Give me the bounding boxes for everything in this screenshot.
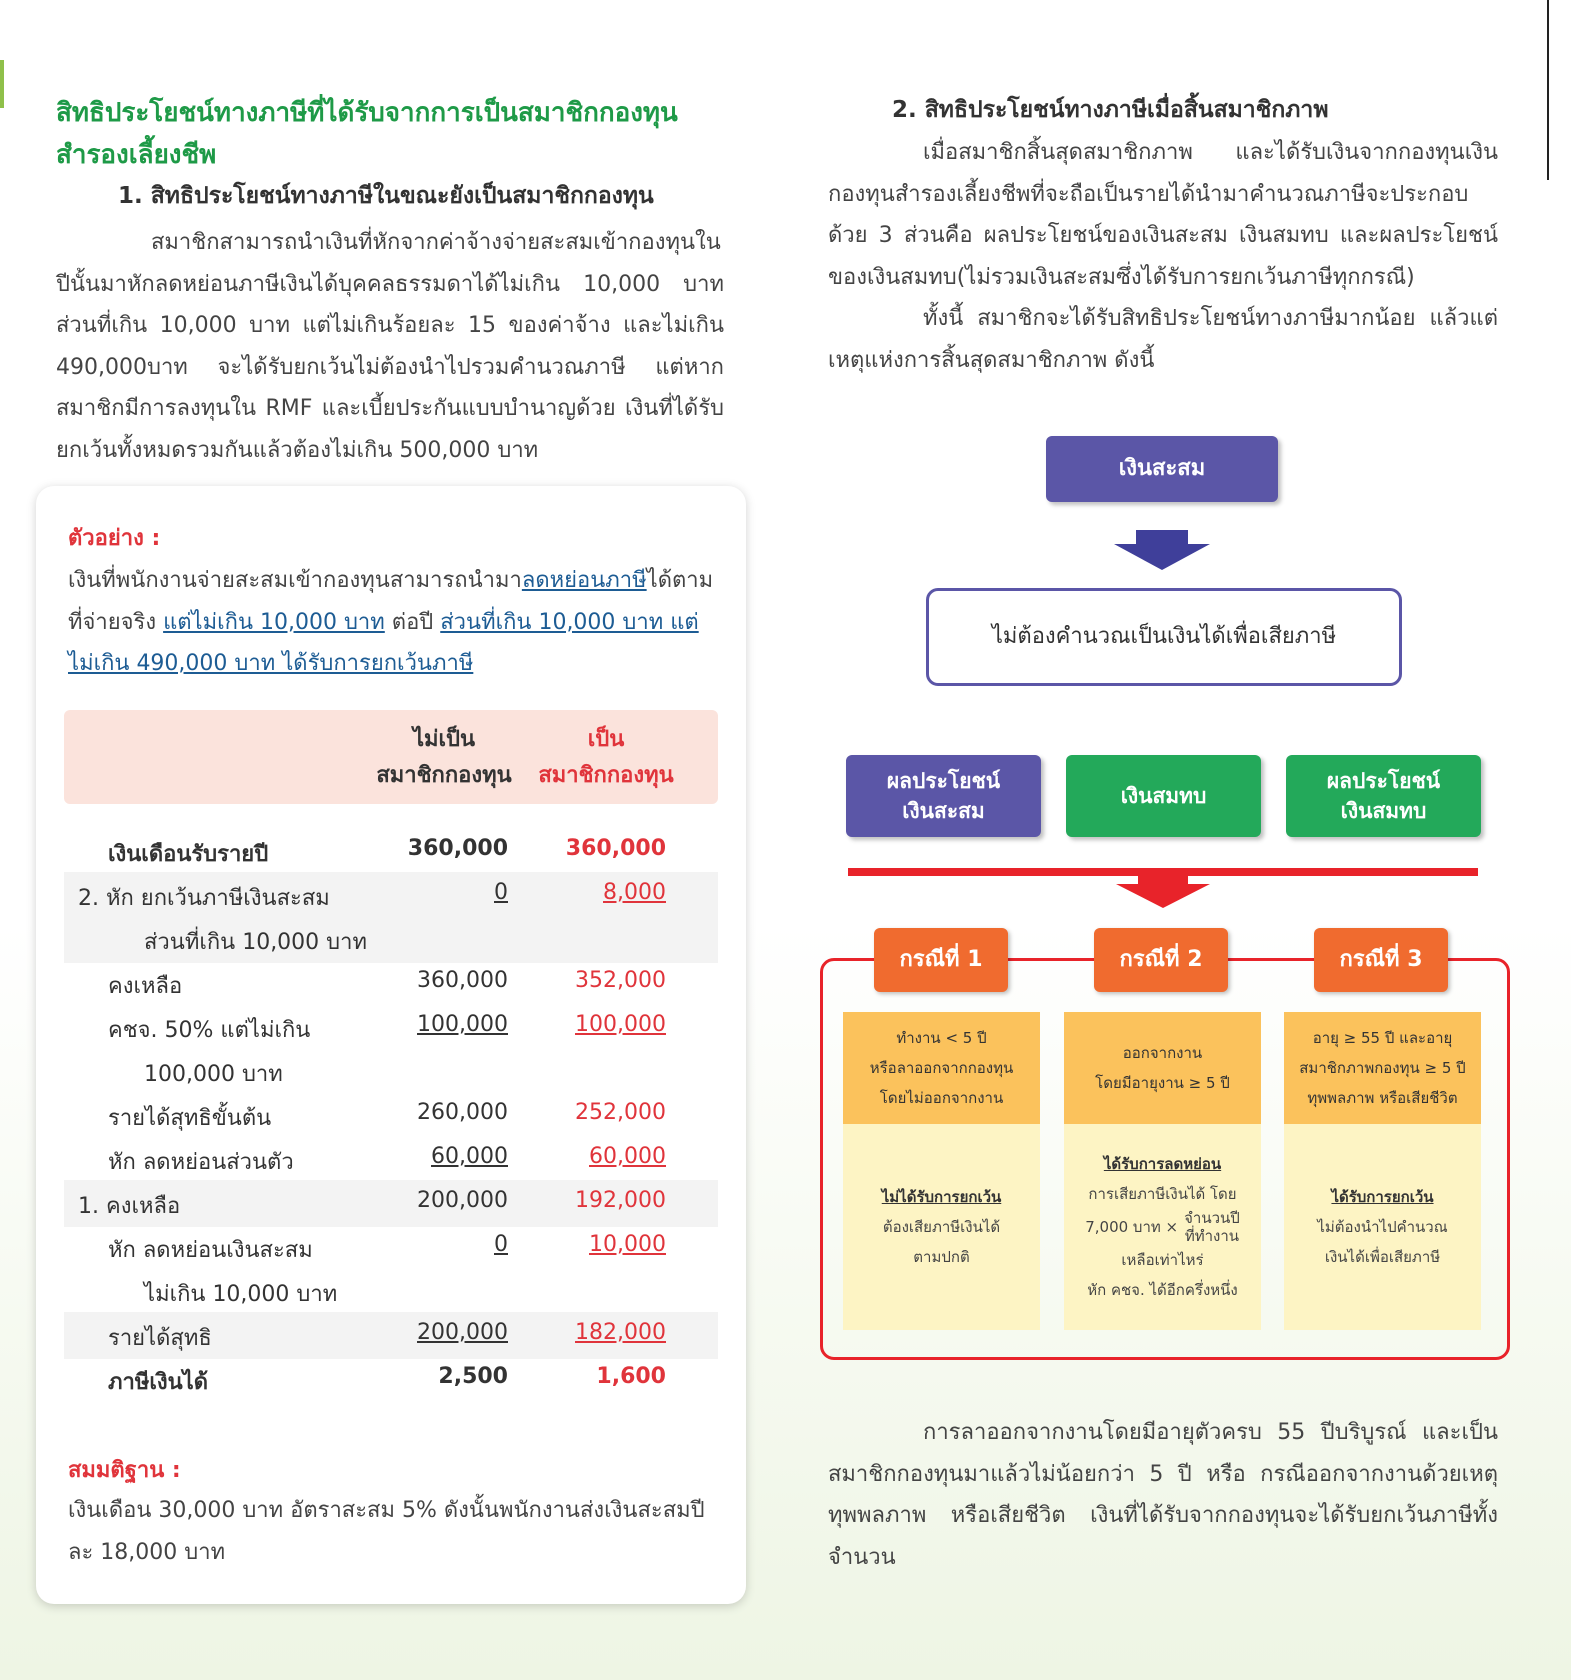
case-2-tab: กรณีที่ 2 <box>1094 928 1228 992</box>
table-row: เงินเดือนรับรายปี 360,000 360,000 <box>108 836 666 867</box>
case-1-result: ไม่ได้รับการยกเว้น ต้องเสียภาษีเงินได้ ตามปกติ <box>881 1188 1002 1266</box>
bottom-paragraph: การลาออกจากงานโดยมีอายุตัวครบ 55 ปีบริบูรณ์ และเป็นสมาชิกกองทุนมาแล้วไม่น้อยกว่า 5 ปี หรือ กรณีออกจากงานด้วยเหตุทุพพลภาพ หรือเสียชีวิต เงินที่ได้รับจากกองทุนจะได้รับยกเว้นภาษีทั้งจำนวน <box>828 1420 1498 1570</box>
case-2-result: ได้รับการลดหย่อน การเสียภาษีเงินได้ โดย 7,000 บาท × จำนวนปี ที่ทำงาน เหลือเท่าไหร่ หัก คชจ. ได้อีกครึ่งหนึ่ง <box>1085 1155 1240 1299</box>
assumption-text: เงินเดือน 30,000 บาท อัตราสะสม 5% ดังนั้นพนักงานส่งเงินสะสมปีละ 18,000 บาท <box>68 1498 705 1565</box>
main-title: สิทธิประโยชน์ทางภาษีที่ได้รับจากการเป็นสมาชิกกองทุนสำรองเลี้ยงชีพ <box>56 98 678 170</box>
case-3-result: ได้รับการยกเว้น ไม่ต้องนำไปคำนวณ เงินได้เพื่อเสียภาษี <box>1317 1188 1448 1266</box>
page-edge-line <box>1547 0 1549 180</box>
case-3-column <box>1284 1012 1481 1330</box>
table-row: หัก ลดหย่อนส่วนตัว 60,000 60,000 <box>108 1144 666 1175</box>
table-row: 1. คงเหลือ 200,000 192,000 <box>64 1180 718 1227</box>
case-1-condition: ทำงาน < 5 ปี หรือลาออกจากกองทุน โดยไม่ออกจากงาน <box>843 1012 1040 1124</box>
table-row: รายได้สุทธิ 200,000 182,000 <box>64 1312 718 1359</box>
case-1-tab: กรณีที่ 1 <box>874 928 1008 992</box>
table-row: 2. หัก ยกเว้นภาษีเงินสะสม 0 8,000 <box>64 872 718 919</box>
category-savings-benefit: ผลประโยชน์ เงินสะสม <box>846 755 1041 837</box>
example-label: ตัวอย่าง : <box>68 526 161 551</box>
deduction-formula: 7,000 บาท × จำนวนปี ที่ทำงาน <box>1085 1209 1240 1245</box>
table-row: ภาษีเงินได้ 2,500 1,600 <box>108 1364 666 1395</box>
header-member: เป็น สมาชิกกองทุน <box>538 727 674 788</box>
category-contribution: เงินสมทบ <box>1066 755 1261 837</box>
case-1-column <box>843 1012 1040 1330</box>
table-row: ไม่เกิน 10,000 บาท <box>144 1282 338 1307</box>
case-2-condition: ออกจากงาน โดยมีอายุงาน ≥ 5 ปี <box>1064 1012 1261 1124</box>
no-tax-box: ไม่ต้องคำนวณเป็นเงินได้เพื่อเสียภาษี <box>926 588 1402 686</box>
table-header <box>64 710 718 804</box>
example-text: เงินที่พนักงานจ่ายสะสมเข้ากองทุนสามารถนำมาลดหย่อนภาษีได้ตามที่จ่ายจริง แต่ไม่เกิน 10,000 บาท ต่อปี ส่วนที่เกิน 10,000 บาท แต่ไม่เกิน 490,000 บาท ได้รับการยกเว้นภาษี <box>68 568 714 676</box>
case-3-tab: กรณีที่ 3 <box>1314 928 1448 992</box>
header-non-member: ไม่เป็น สมาชิกกองทุน <box>376 727 512 788</box>
section-2-title: 2. สิทธิประโยชน์ทางภาษีเมื่อสิ้นสมาชิกภาพ <box>892 97 1329 123</box>
section-2-paragraph: เมื่อสมาชิกสิ้นสุดสมาชิกภาพ และได้รับเงินจากกองทุนเงินกองทุนสำรองเลี้ยงชีพที่จะถือเป็นรายได้นำมาคำนวณภาษีจะประกอบด้วย 3 ส่วนคือ ผลประโยชน์ของเงินสะสม เงินสมทบ และผลประโยชน์ของเงินสมทบ(ไม่รวมเงินสะสมซึ่งได้รับการยกเว้นภาษีทุกกรณี) ทั้งนี้ สมาชิกจะได้รับสิทธิประโยชน์ทางภาษีมากน้อย แล้วแต่เหตุแห่งการสิ้นสุดสมาชิกภาพ ดังนี้ <box>828 140 1498 373</box>
table-row: ส่วนที่เกิน 10,000 บาท <box>64 916 718 963</box>
edge-marker <box>0 60 4 108</box>
table-row: 100,000 บาท <box>144 1062 283 1087</box>
table-row: หัก ลดหย่อนเงินสะสม 0 10,000 <box>108 1232 666 1263</box>
section-1-title: 1. สิทธิประโยชน์ทางภาษีในขณะยังเป็นสมาชิกกองทุน <box>118 183 654 209</box>
arrow-down-icon <box>1114 530 1210 570</box>
section-1-paragraph: สมาชิกสามารถนำเงินที่หักจากค่าจ้างจ่ายสะสมเข้ากองทุนในปีนั้นมาหักลดหย่อนภาษีเงินได้บุคคลธรรมดาได้ไม่เกิน 10,000 บาท ส่วนที่เกิน 10,000 บาท แต่ไม่เกินร้อยละ 15 ของค่าจ้าง และไม่เกิน 490,000บาท จะได้รับยกเว้นไม่ต้องนำไปรวมคำนวณภาษี แต่หากสมาชิกมีการลงทุนใน RMF และเบี้ยประกันแบบบำนาญด้วย เงินที่ได้รับยกเว้นทั้งหมดรวมกันแล้วต้องไม่เกิน 500,000 บาท <box>56 230 724 463</box>
case-2-column <box>1064 1012 1261 1330</box>
table-row: คชจ. 50% แต่ไม่เกิน 100,000 100,000 <box>108 1012 666 1043</box>
table-row: รายได้สุทธิขั้นต้น 260,000 252,000 <box>108 1100 666 1131</box>
savings-box: เงินสะสม <box>1046 436 1278 502</box>
arrow-down-icon <box>1116 874 1210 908</box>
assumption-label: สมมติฐาน : <box>68 1458 181 1483</box>
category-contribution-benefit: ผลประโยชน์ เงินสมทบ <box>1286 755 1481 837</box>
example-box <box>36 486 746 1604</box>
case-3-condition: อายุ ≥ 55 ปี และอายุ สมาชิกภาพกองทุน ≥ 5 ปี ทุพพลภาพ หรือเสียชีวิต <box>1284 1012 1481 1124</box>
table-row: คงเหลือ 360,000 352,000 <box>108 968 666 999</box>
